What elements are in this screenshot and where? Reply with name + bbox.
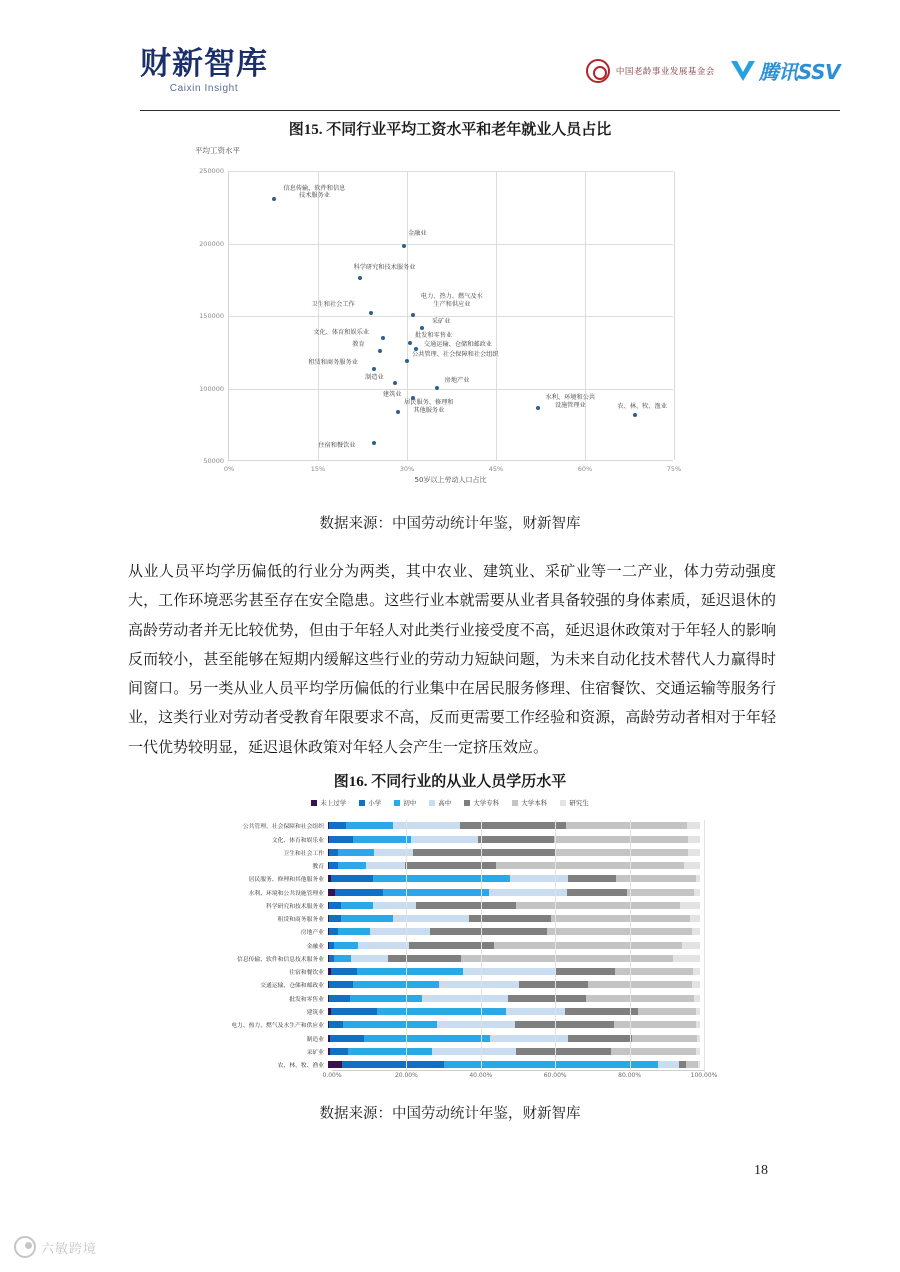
bar-x-axis	[322, 1072, 718, 1086]
bar-chart-row[interactable]	[150, 913, 750, 925]
bar-segment[interactable]	[614, 1021, 696, 1028]
scatter-point-label: 制造业	[365, 373, 384, 381]
bar-segment[interactable]	[341, 902, 373, 909]
bar-chart-legend	[150, 798, 750, 807]
bar-gridline	[555, 820, 556, 1072]
figure16-title: 图16. 不同行业的从业人员学历水平	[333, 774, 567, 790]
bar-chart-row[interactable]	[150, 833, 750, 845]
bar-category-label: 交通运输、仓储和邮政业	[260, 983, 324, 990]
scatter-point-label: 水利、环境和公共 设施管理业	[545, 394, 596, 409]
bar-segment[interactable]	[658, 1061, 679, 1068]
bar-category-label: 信息传输、软件和信息技术服务业	[237, 956, 324, 963]
legend-swatch-icon	[560, 800, 566, 806]
bar-category-label: 建筑业	[306, 1009, 324, 1016]
legend-item-label: 大学专科	[473, 799, 500, 807]
bar-segment[interactable]	[688, 849, 700, 856]
bar-segment[interactable]	[698, 1061, 700, 1068]
bar-segment[interactable]	[680, 902, 700, 909]
bar-segment[interactable]	[329, 981, 353, 988]
scatter-point[interactable]	[420, 326, 424, 330]
page-number: 18	[754, 1163, 768, 1178]
scatter-point-label: 文化、体育和娱乐业	[313, 328, 369, 336]
bar-axis-line	[332, 1070, 704, 1071]
scatter-point[interactable]	[633, 413, 637, 417]
bar-category-label: 制造业	[306, 1036, 324, 1043]
scatter-point-label: 批发和零售业	[414, 331, 453, 339]
bar-segment[interactable]	[388, 955, 461, 962]
legend-item-label: 研究生	[569, 799, 589, 807]
bar-segment[interactable]	[335, 889, 383, 896]
bar-segment[interactable]	[510, 875, 568, 882]
bar-chart-row[interactable]	[150, 886, 750, 898]
bar-segment[interactable]	[329, 862, 338, 869]
bar-segment[interactable]	[411, 836, 478, 843]
bar-category-label: 居民服务、修理和其他服务业	[248, 877, 324, 884]
bar-category-label: 采矿业	[306, 1049, 324, 1056]
scatter-point[interactable]	[405, 359, 409, 363]
bar-segment[interactable]	[627, 889, 694, 896]
bar-segment[interactable]	[516, 902, 680, 909]
bar-segment[interactable]	[516, 1048, 611, 1055]
bar-segment[interactable]	[690, 915, 700, 922]
scatter-point[interactable]	[435, 386, 439, 390]
bar-chart-row[interactable]	[150, 1019, 750, 1031]
bar-segment[interactable]	[588, 981, 692, 988]
scatter-gridline-v	[674, 171, 675, 460]
bar-chart-row[interactable]	[150, 979, 750, 991]
tencent-ssv-label: 腾讯SSV	[758, 60, 840, 84]
scatter-point[interactable]	[358, 276, 362, 280]
bar-segment[interactable]	[568, 875, 616, 882]
bar-segment[interactable]	[405, 862, 496, 869]
bar-segment[interactable]	[432, 1048, 516, 1055]
bar-segment[interactable]	[373, 902, 416, 909]
bar-segment[interactable]	[554, 836, 688, 843]
bar-chart-row[interactable]	[150, 939, 750, 951]
bar-chart-row[interactable]	[150, 926, 750, 938]
bar-segment[interactable]	[338, 862, 366, 869]
legend-item[interactable]	[311, 798, 346, 807]
bar-segment[interactable]	[393, 915, 469, 922]
figure15-source: 数据来源：中国劳动统计年鉴，财新智库	[319, 516, 581, 532]
bar-stack-track	[328, 915, 700, 922]
bar-segment[interactable]	[444, 1061, 658, 1068]
page-header	[140, 48, 840, 110]
legend-item-label: 初中	[403, 799, 417, 807]
bar-stack-track	[328, 849, 700, 856]
bar-segment[interactable]	[547, 928, 692, 935]
scatter-gridline-v	[407, 171, 408, 460]
bar-category-label: 批发和零售业	[289, 996, 324, 1003]
legend-item-label: 未上过学	[320, 799, 347, 807]
bar-segment[interactable]	[329, 849, 339, 856]
scatter-gridline-v	[318, 171, 319, 460]
bar-segment[interactable]	[551, 915, 691, 922]
bar-segment[interactable]	[430, 928, 547, 935]
bar-segment[interactable]	[422, 995, 508, 1002]
bar-x-tick-label: 0.00%	[322, 1072, 342, 1079]
bar-segment[interactable]	[329, 995, 349, 1002]
bar-stack-track	[328, 968, 700, 975]
scatter-point-label: 居民服务、修理和 其他服务业	[404, 399, 454, 415]
bar-segment[interactable]	[338, 849, 373, 856]
bar-stack-track	[328, 995, 700, 1002]
bar-chart-row[interactable]	[150, 900, 750, 912]
bar-segment[interactable]	[329, 836, 353, 843]
scatter-point-label: 公共管理、社会保障和社会组织	[412, 350, 499, 358]
scatter-point-label: 科学研究和技术服务业	[353, 263, 416, 271]
bar-stack-track	[328, 889, 700, 896]
bar-segment[interactable]	[566, 822, 687, 829]
fund-seal-icon	[586, 59, 610, 83]
scatter-plot-area	[199, 167, 682, 473]
bar-chart-row[interactable]	[150, 1045, 750, 1057]
bar-segment[interactable]	[331, 968, 357, 975]
bar-segment[interactable]	[437, 1021, 515, 1028]
tencent-triangle-icon	[731, 61, 755, 81]
scatter-point[interactable]	[396, 410, 400, 414]
bar-segment[interactable]	[341, 915, 393, 922]
bar-segment[interactable]	[329, 928, 338, 935]
scatter-gridline-v	[496, 171, 497, 460]
scatter-point-label: 卫生和社会工作	[311, 301, 355, 309]
bar-segment[interactable]	[377, 1008, 506, 1015]
scatter-gridline-h	[229, 389, 673, 390]
scatter-point[interactable]	[378, 349, 382, 353]
bar-stack-track	[328, 875, 700, 882]
bar-segment[interactable]	[682, 942, 700, 949]
scatter-point[interactable]	[372, 367, 376, 371]
bar-segment[interactable]	[413, 849, 556, 856]
bar-chart-row[interactable]	[150, 820, 750, 832]
scatter-gridline-v	[585, 171, 586, 460]
bar-segment[interactable]	[393, 822, 460, 829]
scatter-point-label: 教育	[352, 340, 365, 348]
bar-segment[interactable]	[494, 942, 682, 949]
legend-swatch-icon	[464, 800, 470, 806]
scatter-point-label: 电力、热力、燃气及水 生产和供应业	[420, 293, 483, 309]
caixin-logo	[140, 48, 268, 94]
bar-category-label: 房地产业	[300, 930, 324, 937]
figure16-source: 数据来源：中国劳动统计年鉴，财新智库	[319, 1106, 581, 1122]
scatter-point-label: 采矿业	[431, 317, 451, 325]
bar-segment[interactable]	[338, 928, 370, 935]
bar-stack-track	[328, 1061, 700, 1068]
bar-segment[interactable]	[357, 968, 463, 975]
bar-category-label: 文化、体育和娱乐业	[271, 837, 324, 844]
watermark-label: 六敏跨境	[41, 1241, 98, 1257]
scatter-y-tick-label: 100000	[199, 384, 224, 393]
bar-chart-row[interactable]	[150, 873, 750, 885]
bar-category-label: 农、林、牧、渔业	[277, 1063, 324, 1070]
bar-stack-track	[328, 928, 700, 935]
bar-segment[interactable]	[556, 968, 616, 975]
bar-segment[interactable]	[351, 955, 388, 962]
bar-category-label: 住宿和餐饮业	[289, 970, 324, 977]
scatter-point-label: 住宿和餐饮业	[318, 441, 356, 449]
bar-chart-row[interactable]	[150, 966, 750, 978]
scatter-point[interactable]	[369, 311, 373, 315]
bar-stack-track	[328, 955, 700, 962]
bar-x-tick-label: 80.00%	[618, 1072, 642, 1079]
scatter-point-label: 交通运输、仓储和邮政业	[423, 340, 492, 348]
bar-category-label: 水利、环境和公共设施管理业	[248, 890, 324, 897]
scatter-x-tick-label: 60%	[577, 465, 593, 473]
bar-plot-area	[150, 820, 750, 1072]
legend-item[interactable]	[394, 798, 416, 807]
legend-swatch-icon	[429, 800, 435, 806]
bar-segment[interactable]	[692, 981, 700, 988]
scatter-x-tick-label: 30%	[399, 465, 415, 473]
bar-segment[interactable]	[331, 1008, 377, 1015]
bar-chart-row[interactable]	[150, 1032, 750, 1044]
scatter-y-tick-label: 150000	[199, 312, 224, 320]
bar-category-label: 公共管理、社会保障和社会组织	[242, 824, 324, 831]
bar-x-tick-label: 20.00%	[394, 1072, 418, 1079]
bar-segment[interactable]	[688, 836, 700, 843]
legend-item-label: 大学本科	[521, 799, 548, 807]
bar-segment[interactable]	[334, 942, 358, 949]
scatter-x-axis-title: 50岁以上劳动人口占比	[414, 476, 487, 484]
caixin-logo-cn: 财新智库	[140, 46, 268, 82]
bar-segment[interactable]	[696, 875, 700, 882]
legend-item[interactable]	[512, 798, 547, 807]
bar-segment[interactable]	[567, 889, 627, 896]
legend-swatch-icon	[512, 800, 518, 806]
scatter-point-label: 房地产业	[444, 376, 470, 384]
caixin-logo-en: Caixin Insight	[169, 82, 239, 94]
bar-segment[interactable]	[506, 1008, 566, 1015]
fund-logo-label: 中国老龄事业发展基金会	[615, 66, 715, 77]
scatter-y-tick-label: 200000	[199, 239, 224, 248]
bar-segment[interactable]	[329, 822, 346, 829]
scatter-point-label: 租赁和商务服务业	[308, 358, 358, 366]
bar-segment[interactable]	[330, 1035, 363, 1042]
bar-segment[interactable]	[490, 1035, 568, 1042]
figure16-bar-chart	[150, 798, 750, 1098]
bar-segment[interactable]	[366, 862, 405, 869]
scatter-y-tick-label: 250000	[199, 167, 224, 175]
bar-stack-track	[328, 1035, 700, 1042]
bar-stack-track	[328, 902, 700, 909]
bar-gridline	[630, 820, 631, 1072]
bar-segment[interactable]	[342, 1061, 444, 1068]
scatter-gridline-h	[229, 171, 673, 172]
bar-chart-row[interactable]	[150, 1006, 750, 1018]
figure15-title: 图15. 不同行业平均工资水平和老年就业人员占比	[288, 122, 612, 138]
bar-segment[interactable]	[329, 902, 342, 909]
bar-segment[interactable]	[460, 822, 566, 829]
bar-segment[interactable]	[611, 1048, 697, 1055]
bar-segment[interactable]	[439, 981, 519, 988]
bar-gridline	[406, 820, 407, 1072]
bar-stack-track	[328, 1021, 700, 1028]
bar-segment[interactable]	[358, 942, 408, 949]
legend-item[interactable]	[429, 798, 451, 807]
scatter-point[interactable]	[411, 313, 415, 317]
bar-category-label: 教育	[312, 864, 324, 871]
bar-x-tick-label: 100.00%	[690, 1072, 718, 1079]
bar-stack-track	[328, 836, 700, 843]
bar-segment[interactable]	[416, 902, 516, 909]
scatter-gridline-h	[229, 244, 673, 245]
bar-x-tick-label: 60.00%	[543, 1072, 567, 1079]
bar-segment[interactable]	[329, 915, 340, 922]
bar-segment[interactable]	[687, 822, 700, 829]
bar-stack-track	[328, 1048, 700, 1055]
scatter-y-tick-label: 50000	[203, 457, 224, 465]
bar-segment[interactable]	[692, 928, 700, 935]
bar-segment[interactable]	[463, 968, 556, 975]
bar-category-label: 电力、热力、燃气及水生产和供应业	[231, 1023, 324, 1030]
scatter-point[interactable]	[408, 341, 412, 345]
bar-segment[interactable]	[519, 981, 588, 988]
bar-segment[interactable]	[568, 1035, 631, 1042]
watermark	[14, 1236, 97, 1258]
bar-chart-row[interactable]	[150, 847, 750, 859]
bar-segment[interactable]	[697, 1035, 700, 1042]
header-divider	[140, 110, 840, 111]
bar-category-label: 科学研究和技术服务业	[266, 903, 324, 910]
bar-segment[interactable]	[515, 1021, 614, 1028]
bar-segment[interactable]	[508, 995, 586, 1002]
bar-segment[interactable]	[364, 1035, 490, 1042]
bar-segment[interactable]	[696, 1048, 700, 1055]
legend-swatch-icon	[311, 800, 317, 806]
bar-segment[interactable]	[353, 981, 439, 988]
scatter-point[interactable]	[381, 336, 385, 340]
bar-stack-track	[328, 862, 700, 869]
bar-segment[interactable]	[478, 836, 554, 843]
scatter-y-axis-title: 平均工资水平	[195, 146, 240, 155]
scatter-x-tick-label: 45%	[488, 465, 504, 473]
scatter-x-tick-label: 75%	[666, 465, 682, 473]
bar-segment[interactable]	[679, 1061, 686, 1068]
bar-gridline	[481, 820, 482, 1072]
bar-gridline	[704, 820, 705, 1072]
legend-item-label: 高中	[438, 799, 452, 807]
legend-swatch-icon	[394, 800, 400, 806]
scatter-x-tick-label: 15%	[310, 465, 326, 473]
legend-item[interactable]	[359, 798, 381, 807]
bar-segment[interactable]	[693, 968, 700, 975]
bar-stack-track	[328, 942, 700, 949]
bar-stack-track	[328, 981, 700, 988]
bar-segment[interactable]	[638, 1008, 696, 1015]
bar-chart-row[interactable]	[150, 1059, 750, 1071]
bar-segment[interactable]	[696, 1008, 700, 1015]
scatter-gridline-h	[229, 316, 673, 317]
bar-chart-row[interactable]	[150, 992, 750, 1004]
watermark-icon	[14, 1236, 36, 1258]
bar-category-label: 卫生和社会工作	[283, 850, 324, 857]
bar-segment[interactable]	[632, 1035, 697, 1042]
fund-logo	[586, 59, 715, 83]
bar-stack-track	[328, 1008, 700, 1015]
scatter-point[interactable]	[393, 381, 397, 385]
scatter-point-label: 金融业	[408, 229, 427, 237]
partner-logos	[586, 56, 840, 85]
bar-segment[interactable]	[383, 889, 489, 896]
bar-segment[interactable]	[694, 889, 700, 896]
bar-segment[interactable]	[328, 1061, 342, 1068]
bar-segment[interactable]	[330, 1048, 349, 1055]
scatter-point-label: 信息传输、软件和信息 技术服务业	[283, 184, 346, 200]
bar-category-label: 金融业	[306, 943, 324, 950]
bar-segment[interactable]	[496, 862, 684, 869]
bar-chart-row[interactable]	[150, 953, 750, 965]
bar-segment[interactable]	[329, 1021, 342, 1028]
figure15-scatter-chart	[190, 145, 690, 500]
scatter-point-label: 农、林、牧、渔业	[617, 402, 667, 410]
bar-chart-row[interactable]	[150, 860, 750, 872]
scatter-point[interactable]	[402, 244, 406, 248]
scatter-point[interactable]	[536, 406, 540, 410]
bar-segment[interactable]	[616, 875, 696, 882]
bar-segment[interactable]	[373, 875, 510, 882]
bar-segment[interactable]	[673, 955, 700, 962]
bar-segment[interactable]	[556, 849, 688, 856]
bar-segment[interactable]	[615, 968, 693, 975]
bar-segment[interactable]	[696, 1021, 700, 1028]
bar-segment[interactable]	[346, 822, 393, 829]
bar-segment[interactable]	[686, 1061, 698, 1068]
legend-item-label: 小学	[368, 799, 382, 807]
bar-segment[interactable]	[565, 1008, 638, 1015]
bar-segment[interactable]	[684, 862, 700, 869]
bar-segment[interactable]	[348, 1048, 432, 1055]
bar-segment[interactable]	[331, 875, 374, 882]
legend-item[interactable]	[560, 798, 589, 807]
scatter-point-label: 建筑业	[382, 390, 402, 398]
bar-stack-track	[328, 822, 700, 829]
bar-segment[interactable]	[694, 995, 700, 1002]
bar-segment[interactable]	[353, 836, 411, 843]
bar-segment[interactable]	[461, 955, 673, 962]
tencent-ssv-logo	[731, 56, 840, 85]
bar-category-label: 租赁和商务服务业	[277, 917, 324, 924]
legend-item[interactable]	[464, 798, 499, 807]
bar-segment[interactable]	[370, 928, 430, 935]
bar-x-tick-label: 40.00%	[469, 1072, 493, 1079]
bar-segment[interactable]	[328, 889, 335, 896]
scatter-x-tick-label: 0%	[223, 465, 235, 473]
bar-segment[interactable]	[343, 1021, 438, 1028]
bar-segment[interactable]	[334, 955, 351, 962]
bar-segment[interactable]	[586, 995, 694, 1002]
body-paragraph: 从业人员平均学历偏低的行业分为两类，其中农业、建筑业、采矿业等一二产业，体力劳动强度大，工作环境恶劣甚至存在安全隐患。这些行业本就需要从业者具备较强的身体素质，延迟退休的高龄劳动者并无比较优势，但由于年轻人对此类行业接受度不高，延迟退休政策对于年轻人的影响反而较小，甚至能够在短期内缓解这些行业的劳动力短缺问题，为未来自动化技术替代人力赢得时间窗口。另一类从业人员平均学历偏低的行业集中在居民服务修理、住宿餐饮、交通运输等服务行业，这类行业对劳动者受教育年限要求不高，反而更需要工作经验和资源，高龄劳动者相对于年轻一代优势较明显，延迟退休政策对年轻人会产生一定挤压效应。	[128, 564, 776, 756]
scatter-point[interactable]	[272, 197, 276, 201]
bar-segment[interactable]	[350, 995, 423, 1002]
legend-swatch-icon	[359, 800, 365, 806]
scatter-point[interactable]	[372, 441, 376, 445]
